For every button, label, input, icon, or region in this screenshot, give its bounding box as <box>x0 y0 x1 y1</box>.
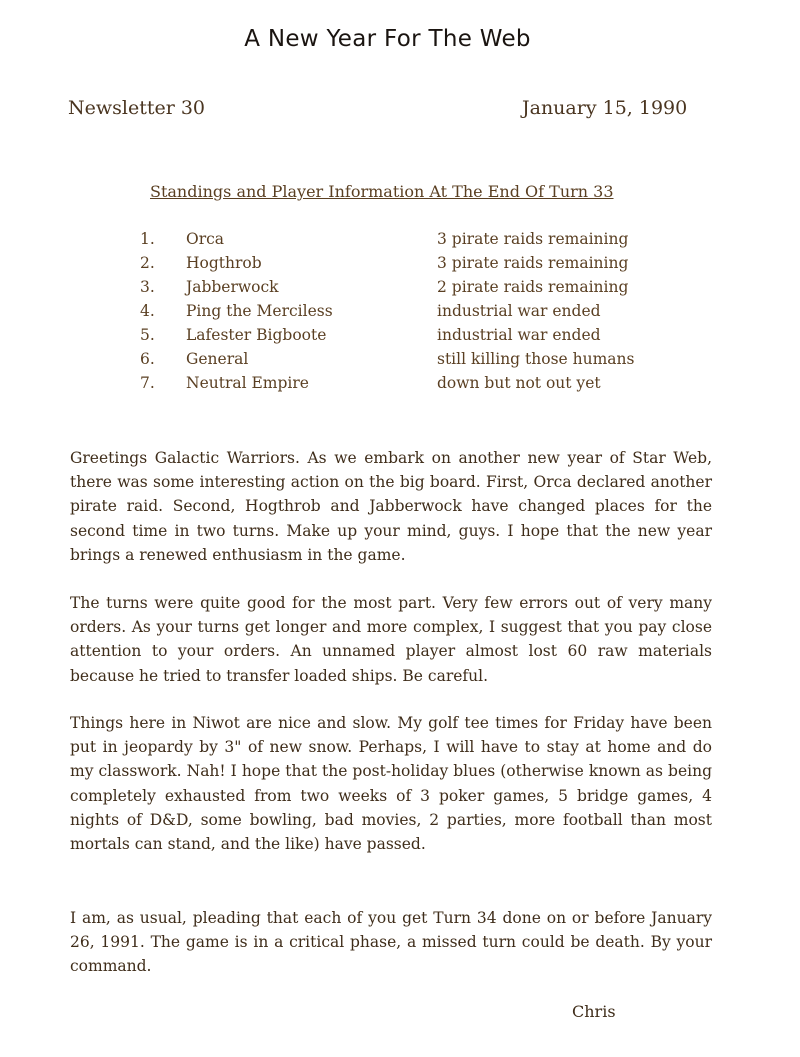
standings-row <box>0 302 800 326</box>
player-status: industrial war ended <box>437 326 601 344</box>
player-status: 3 pirate raids remaining <box>437 230 629 248</box>
player-status: down but not out yet <box>437 374 601 392</box>
body-paragraph-deadline: I am, as usual, pleading that each of you get Turn 34 done on or before January 26, 1991. The game is in a critical phase, a missed turn could be death. By your command. <box>70 909 712 976</box>
signature: Chris <box>572 1002 616 1021</box>
standings-row <box>0 278 800 302</box>
rank: 6. <box>140 350 155 368</box>
player-name: Jabberwock <box>186 278 279 296</box>
standings-row <box>0 254 800 278</box>
newsletter-title: A New Year For The Web <box>244 26 531 52</box>
player-status: still killing those humans <box>437 350 635 368</box>
issue-date: January 15, 1990 <box>522 97 688 119</box>
rank: 7. <box>140 374 155 392</box>
standings-row <box>0 350 800 374</box>
standings-row <box>0 326 800 350</box>
rank: 2. <box>140 254 155 272</box>
player-name: Neutral Empire <box>186 374 309 392</box>
standings-list <box>0 230 800 398</box>
player-name: Ping the Merciless <box>186 302 333 320</box>
player-status: 3 pirate raids remaining <box>437 254 629 272</box>
body-paragraph-greetings: Greetings Galactic Warriors. As we embark on another new year of Star Web, there was some interesting action on the big board. First, Orca declared another pirate raid. Second, Hogthrob and Jabberwock have changed places for the second time in two turns. Make up your mind, guys. I hope that the new year brings a renewed enthusiasm in the game. <box>70 449 712 564</box>
player-name: Orca <box>186 230 225 248</box>
standings-heading: Standings and Player Information At The End Of Turn 33 <box>150 182 614 201</box>
standings-row <box>0 230 800 254</box>
standings-row <box>0 374 800 398</box>
player-name: General <box>186 350 249 368</box>
issue-number: Newsletter 30 <box>68 97 206 119</box>
rank: 4. <box>140 302 155 320</box>
body-paragraph-turns: The turns were quite good for the most part. Very few errors out of very many orders. As your turns get longer and more complex, I suggest that you pay close attention to your orders. An unnamed player almost lost 60 raw materials because he tried to transfer loaded ships. Be careful. <box>70 594 712 685</box>
player-name: Lafester Bigboote <box>186 326 327 344</box>
player-status: 2 pirate raids remaining <box>437 278 629 296</box>
rank: 3. <box>140 278 155 296</box>
rank: 1. <box>140 230 155 248</box>
player-status: industrial war ended <box>437 302 601 320</box>
body-paragraph-niwot: Things here in Niwot are nice and slow. My golf tee times for Friday have been put in jeopardy by 3" of new snow. Perhaps, I will have to stay at home and do my classwork. Nah! I hope that the post-holiday blues (otherwise known as being completely exhausted from two weeks of 3 poker games, 5 bridge games, 4 nights of D&D, some bowling, bad movies, 2 parties, more football than most mortals can stand, and the like) have passed. <box>70 714 712 854</box>
player-name: Hogthrob <box>186 254 262 272</box>
rank: 5. <box>140 326 155 344</box>
